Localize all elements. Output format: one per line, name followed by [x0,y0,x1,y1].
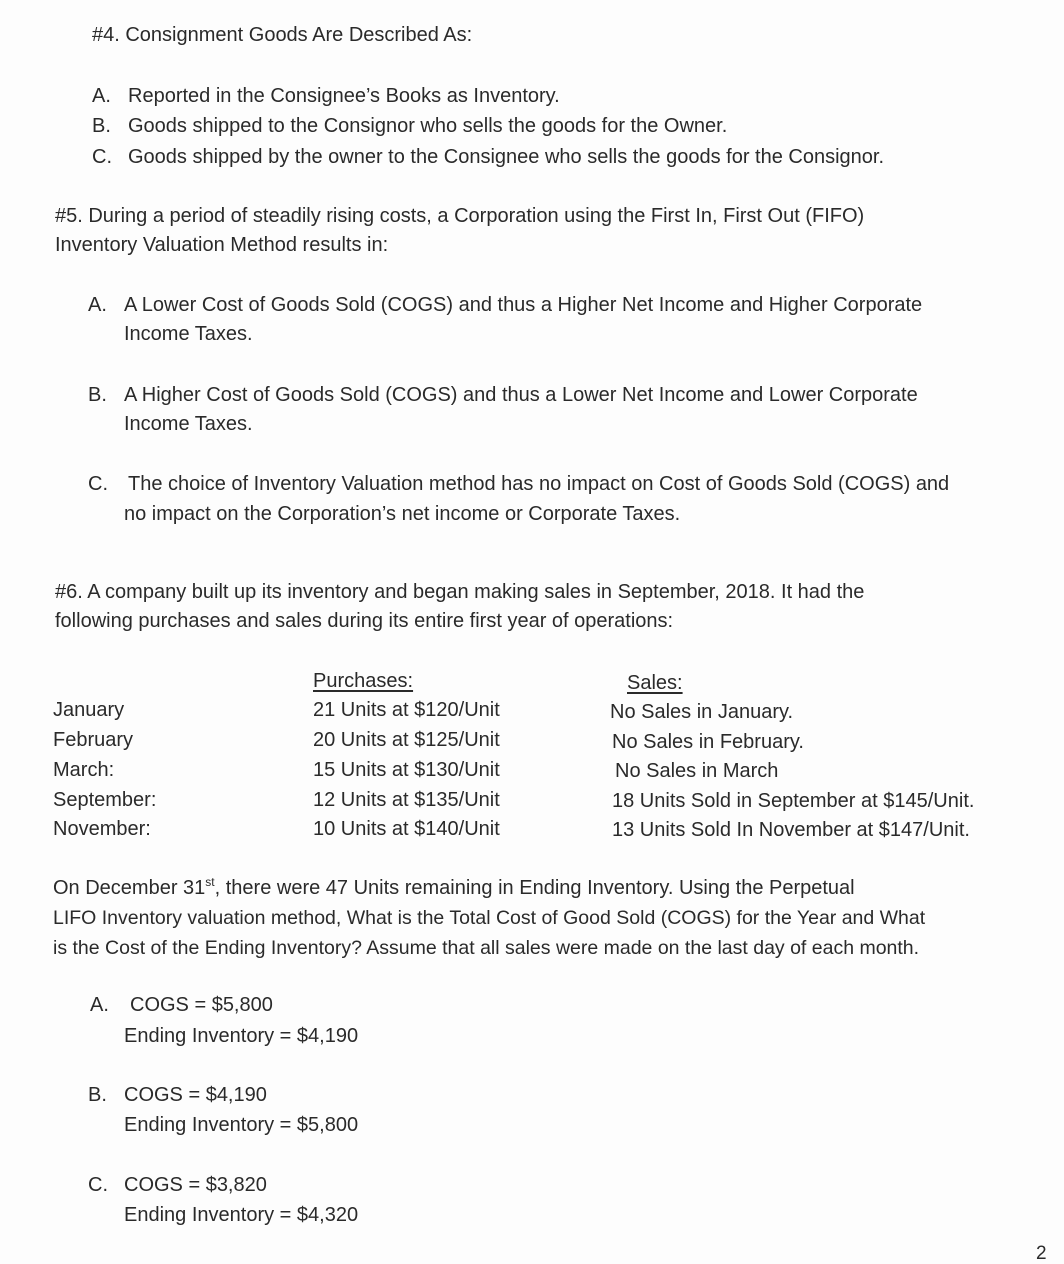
sale-cell: No Sales in March [615,760,779,782]
sale-cell: 18 Units Sold in September at $145/Unit. [612,790,975,812]
q5-option-a-line1: A Lower Cost of Goods Sold (COGS) and thus a Higher Net Income and Higher Corporate [124,294,923,316]
q6-option-c-label: C. [88,1174,108,1196]
q5-option-a [88,295,922,315]
purchase-cell: 10 Units at $140/Unit [313,818,500,840]
q6-option-b-label: B. [88,1084,107,1106]
q6-body-line1-sup: st [205,875,215,889]
q4-option-c-text: Goods shipped by the owner to the Consignee who sells the goods for the Consignor. [128,146,885,168]
purchase-cell: 15 Units at $130/Unit [313,759,500,781]
q5-option-b-line2: Income Taxes. [124,413,253,435]
month-cell: March: [53,759,115,781]
q6-title-line1: #6. A company built up its inventory and began making sales in September, 2018. It had the [55,581,865,603]
q4-option-c [92,147,884,167]
q6-title-line2: following purchases and sales during its entire first year of operations: [55,610,674,632]
month-cell: September: [53,789,157,811]
q6-body-line1-post: , there were 47 Units remaining in Ending Inventory. Using the Perpetual [214,877,855,899]
q6-body-line2: LIFO Inventory valuation method, What is the Total Cost of Good Sold (COGS) for the Year and What [53,907,926,929]
q6-option-a-label: A. [90,994,109,1016]
q5-option-c-label: C. [88,473,108,495]
q6-body-line1 [53,875,855,899]
q5-option-b-line1: A Higher Cost of Goods Sold (COGS) and thus a Lower Net Income and Lower Corporate [124,384,918,406]
sale-cell: 13 Units Sold In November at $147/Unit. [612,819,970,841]
q5-option-b [88,385,918,405]
purchase-cell: 12 Units at $135/Unit [313,789,500,811]
q6-option-a-ending: Ending Inventory = $4,190 [124,1025,359,1047]
q6-option-b-ending: Ending Inventory = $5,800 [124,1114,359,1136]
month-cell: January [53,699,125,721]
q4-option-b [92,116,727,136]
q6-option-a [90,995,273,1015]
q6-body-line1-pre: On December 31 [53,877,206,899]
q5-option-a-label: A. [88,294,107,316]
sale-cell: No Sales in February. [612,731,804,753]
q6-option-b [88,1085,267,1105]
q5-option-a-line2: Income Taxes. [124,323,253,345]
q6-option-c-ending: Ending Inventory = $4,320 [124,1204,359,1226]
q4-option-a-label: A. [92,85,111,107]
q6-option-c [88,1175,267,1195]
q6-option-b-cogs: COGS = $4,190 [124,1084,267,1106]
q6-body-line3: is the Cost of the Ending Inventory? Assume that all sales were made on the last day of each month. [53,937,920,959]
q5-option-c-line1: The choice of Inventory Valuation method has no impact on Cost of Goods Sold (COGS) and [128,473,950,495]
sales-header: Sales: [627,672,683,694]
purchase-cell: 20 Units at $125/Unit [313,729,500,751]
q5-option-c [88,474,949,494]
page-number: 2 [1036,1243,1047,1264]
q4-option-a [92,86,560,106]
q5-option-c-line2: no impact on the Corporation’s net income or Corporate Taxes. [124,503,681,525]
sale-cell: No Sales in January. [610,701,794,723]
month-cell: November: [53,818,151,840]
q4-option-c-label: C. [92,146,112,168]
month-cell: February [53,729,134,751]
purchase-cell: 21 Units at $120/Unit [313,699,500,721]
q5-title-line1: #5. During a period of steadily rising costs, a Corporation using the First In, First Out (FIFO) [55,205,865,227]
q4-title: #4. Consignment Goods Are Described As: [92,24,473,46]
q4-option-b-text: Goods shipped to the Consignor who sells the goods for the Owner. [128,115,728,137]
q6-option-c-cogs: COGS = $3,820 [124,1174,267,1196]
q4-option-b-label: B. [92,115,111,137]
purchases-header: Purchases: [313,670,414,692]
q5-title-line2: Inventory Valuation Method results in: [55,234,389,256]
q5-option-b-label: B. [88,384,107,406]
q4-option-a-text: Reported in the Consignee’s Books as Inventory. [128,85,560,107]
q6-option-a-cogs: COGS = $5,800 [130,994,273,1016]
